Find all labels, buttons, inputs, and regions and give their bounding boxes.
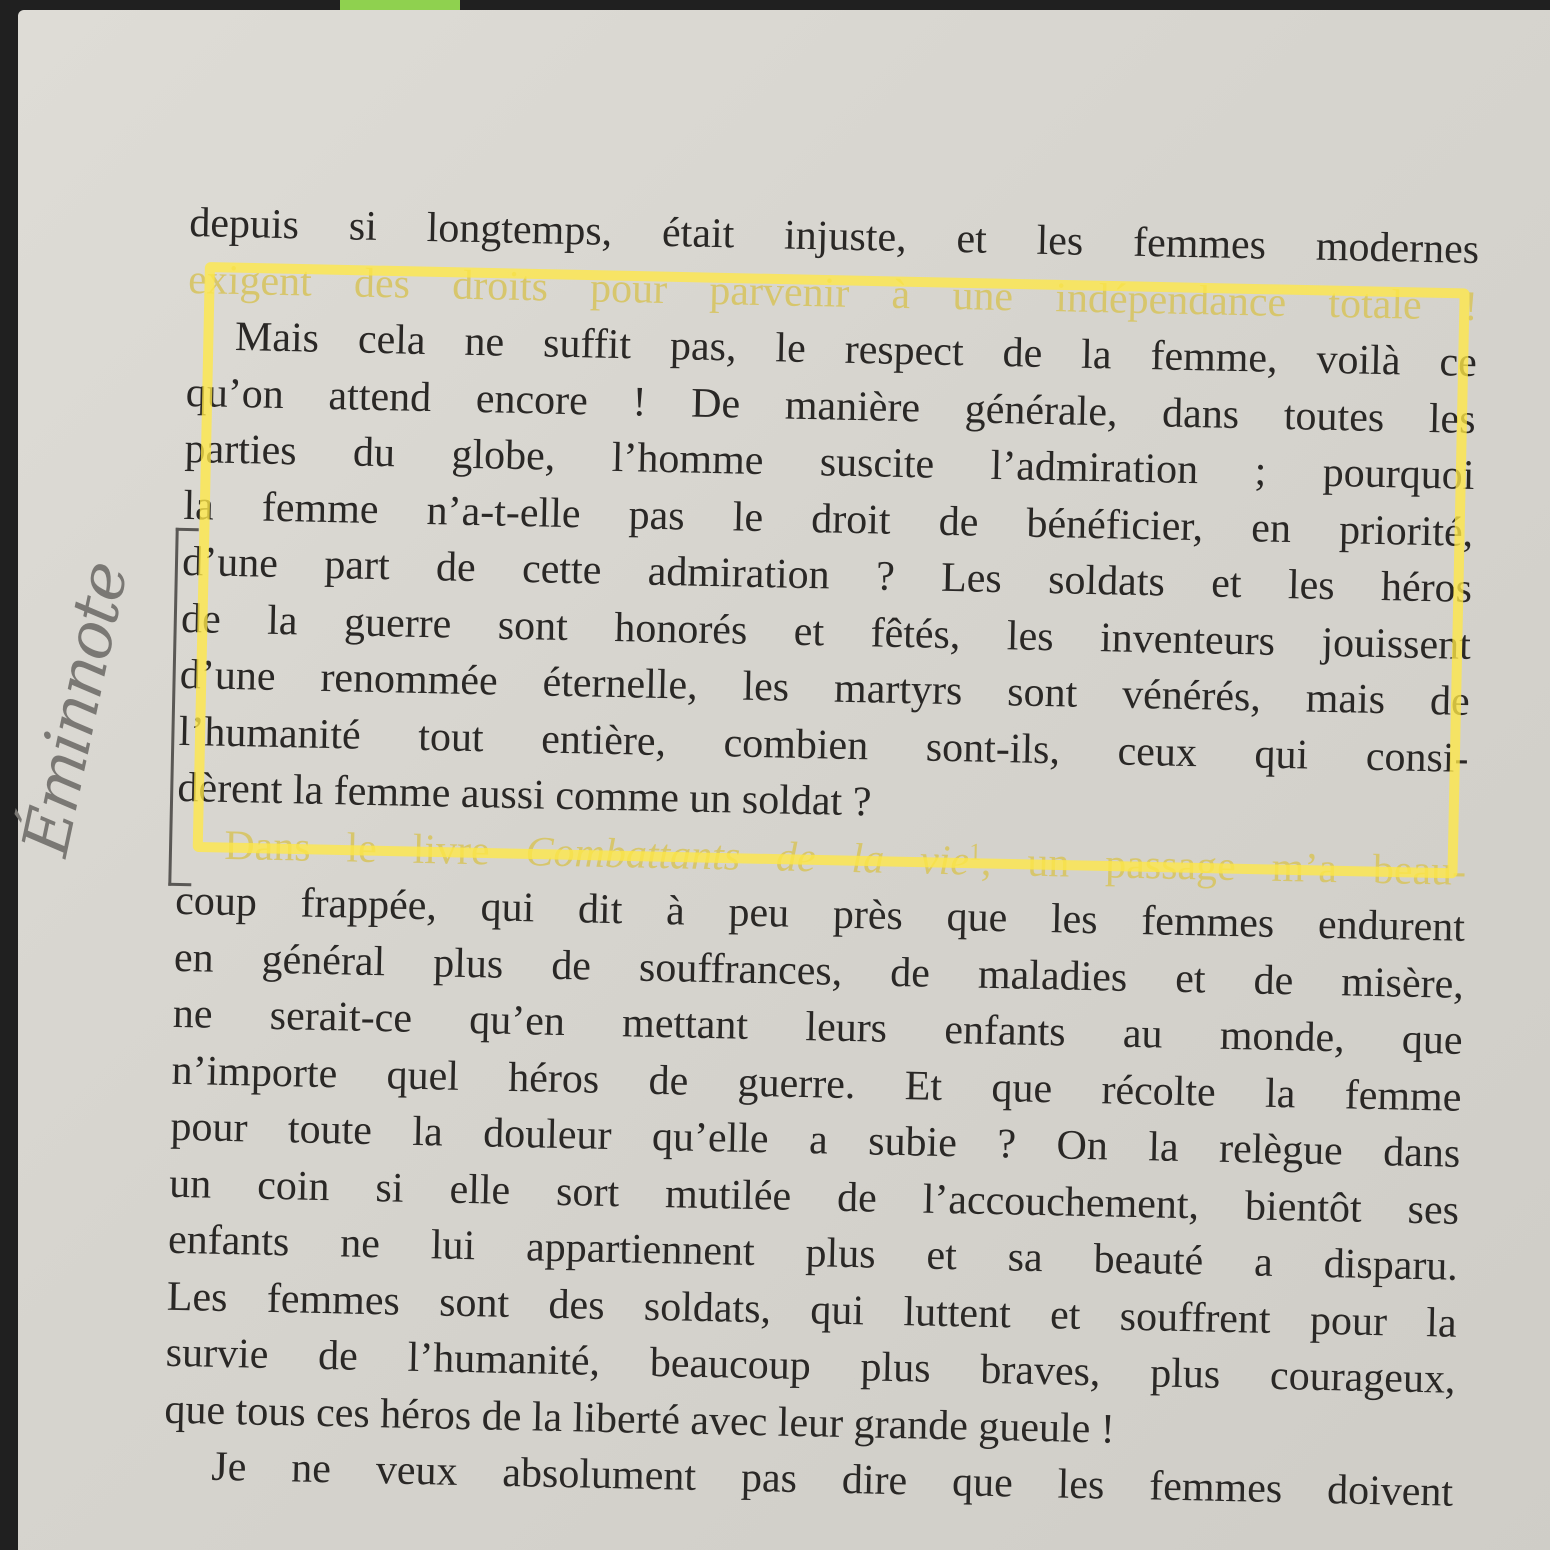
text-line: n’importe quel héros de guerre. Et que récolte la femme [171,1047,1462,1121]
dans-before: Dans le livre [223,822,527,875]
text-line: coup frappée, qui dit à peu près que les femmes endurent [174,877,1466,951]
text-line: enfants ne lui appartiennent plus et sa beauté a disparu. [167,1216,1459,1290]
text-line: d’une part de cette admiration ? Les soldats et les héros [181,538,1473,612]
text-line: survie de l’humanité, beaucoup plus braves, plus courageux, [165,1329,1456,1403]
text-line: que tous ces héros de la liberté avec leur grande gueule ! [164,1386,1116,1453]
green-bookmark-strip [340,0,460,10]
text-line: pour toute la douleur qu’elle a subie ? On la relègue dans [169,1103,1461,1177]
text-line-highlighted: exigent des droits pour parvenir à une indépendance totale ! [187,256,1479,330]
text-line: ne serait-ce qu’en mettant leurs enfants au monde, que [172,990,1464,1064]
dans-after: , un passage m’a beau- [980,838,1467,895]
text-line: Je ne veux absolument pas dire que les femmes doivent [210,1443,1454,1516]
book-title: Combattants de la vie [525,828,970,884]
text-line: Les femmes sont des soldats, qui luttent et souffrent pour la [166,1273,1458,1347]
text-line: qu’on attend encore ! De manière générale, dans toutes les [185,369,1477,443]
text-line: l’humanité tout entière, combien sont-ils, ceux qui consi- [178,708,1469,782]
text-line: de la guerre sont honorés et fêtés, les inventeurs jouissent [180,595,1472,669]
text-line: dèrent la femme aussi comme un soldat ? [177,764,872,826]
handwritten-margin-note: Éminnote [8,556,143,863]
text-line: depuis si longtemps, était injuste, et les femmes modernes [188,199,1480,274]
footnote-marker: 1 [968,838,982,866]
text-line: parties du globe, l’homme suscite l’admiration ; pourquoi [184,425,1475,499]
text-line: la femme n’a-t-elle pas le droit de bénéficier, en priorité, [183,482,1474,556]
page-text [163,195,1480,1521]
text-line: d’une renommée éternelle, les martyrs sont vénérés, mais de [179,651,1471,725]
text-line: un coin si elle sort mutilée de l’accouchement, bientôt ses [168,1160,1460,1234]
text-line: en général plus de souffrances, de maladies et de misère, [173,934,1465,1008]
text-line: Mais cela ne suffit pas, le respect de la femme, voilà ce [234,313,1478,386]
